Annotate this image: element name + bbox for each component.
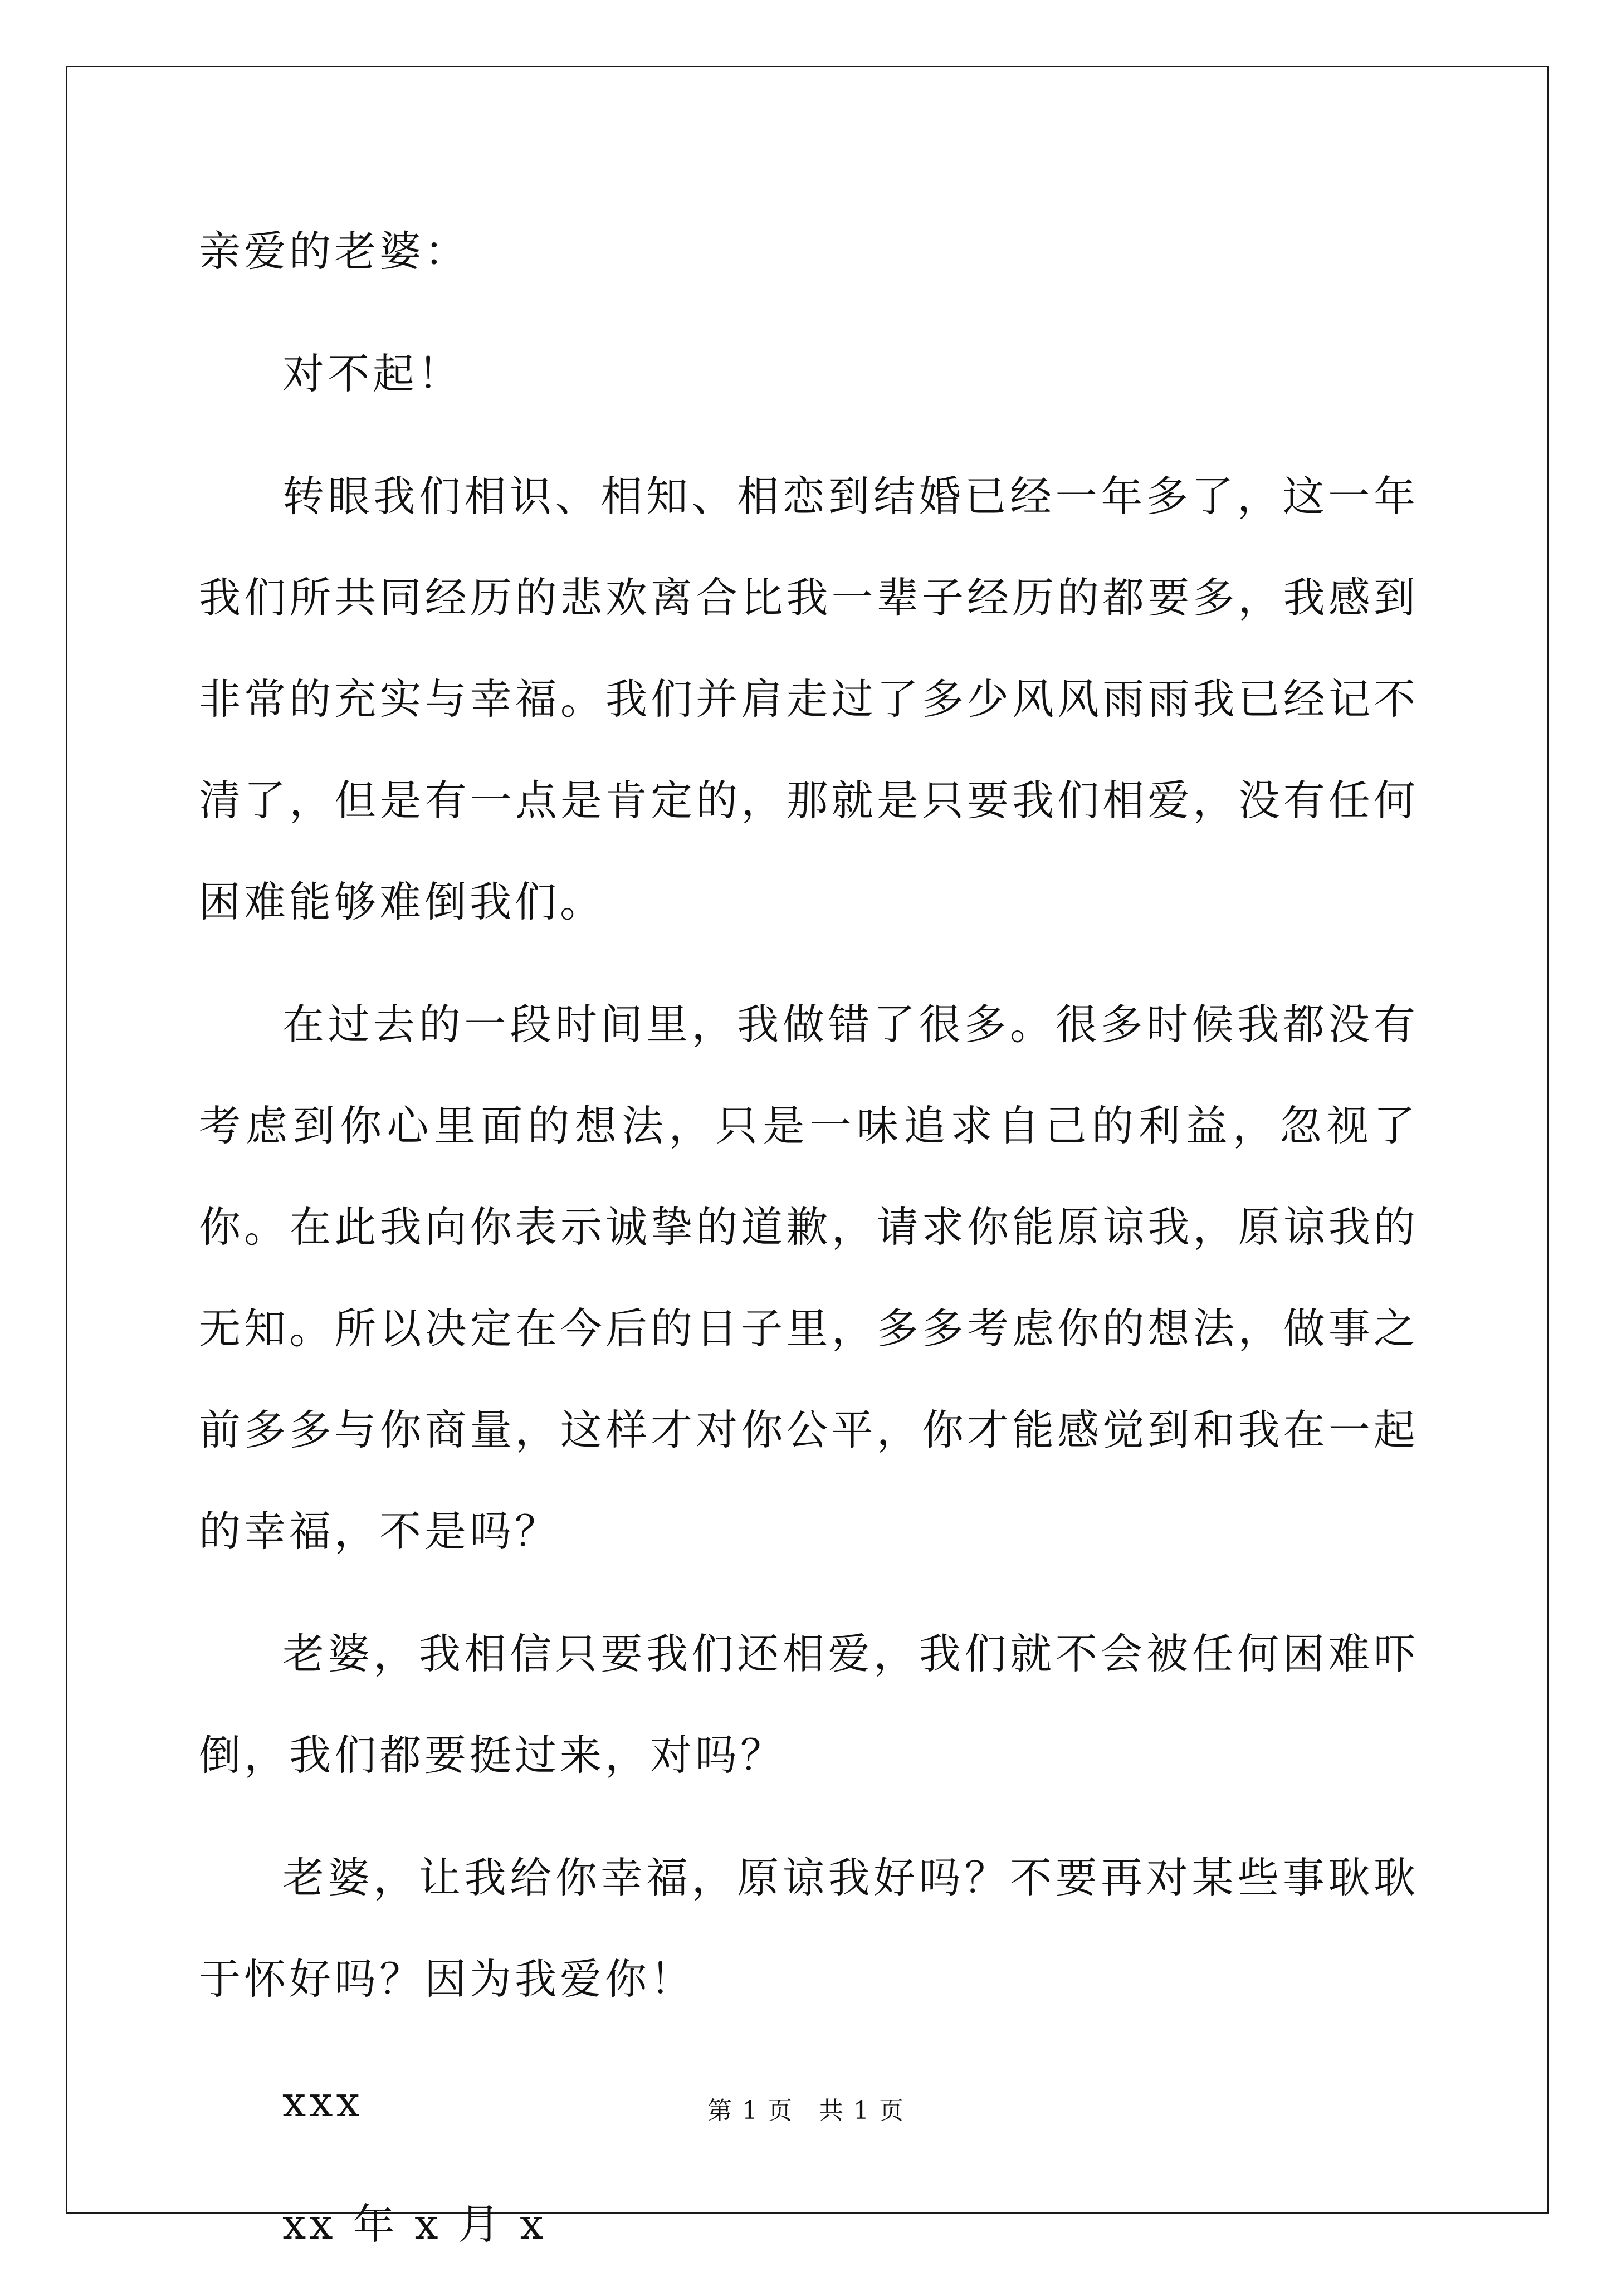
signature: xxx — [282, 2077, 363, 2126]
paragraph-memories: 转眼我们相识、相知、相恋到结婚已经一年多了，这一年我们所共同经历的悲欢离合比我一辈子经历的都要多，我感到非常的充实与幸福。我们并肩走过了多少风风雨雨我已经记不清了，但是有一点是肯定的，那就是只要我们相爱，没有任何困难能够难倒我们。 — [199, 472, 1419, 926]
paragraph-apology: 对不起！ — [282, 349, 463, 398]
page-number: 第 1 页 共 1 页 — [707, 2097, 905, 2125]
paragraph-plea: 老婆，让我给你幸福，原谅我好吗？不要再对某些事耿耿于怀好吗？因为我爱你！ — [199, 1853, 1419, 2004]
salutation: 亲爱的老婆： — [199, 227, 470, 276]
paragraph-belief: 老婆，我相信只要我们还相爱，我们就不会被任何困难吓倒，我们都要挺过来，对吗？ — [199, 1629, 1419, 1780]
letter-date: xx 年 x 月 x — [282, 2200, 547, 2249]
letter-body — [199, 201, 1419, 2296]
paragraph-regret: 在过去的一段时间里，我做错了很多。很多时候我都没有考虑到你心里面的想法，只是一味追求自己的利益，忽视了你。在此我向你表示诚挚的道歉，请求你能原谅我，原谅我的无知。所以决定在今后的日子里，多多考虑你的想法，做事之前多多与你商量，这样才对你公平，你才能感觉到和我在一起的幸福，不是吗？ — [199, 1000, 1419, 1556]
